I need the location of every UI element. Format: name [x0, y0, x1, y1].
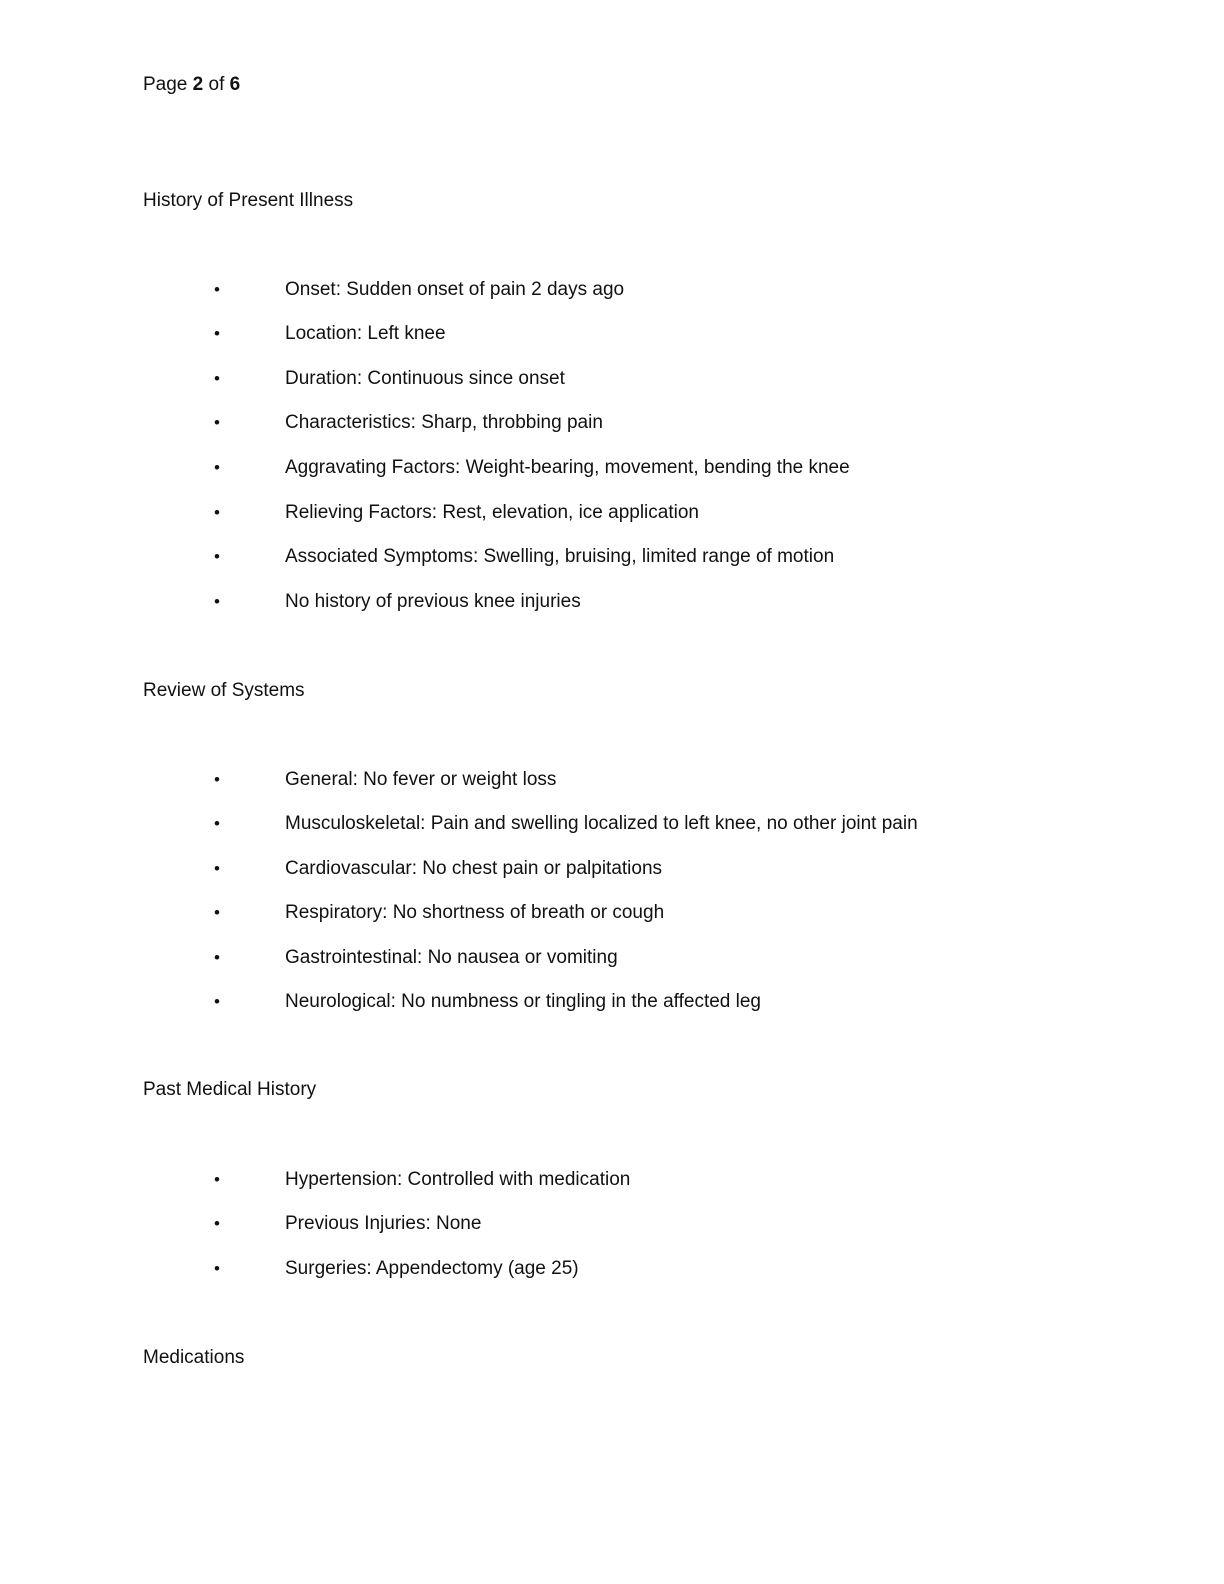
list-item	[0, 412, 1224, 436]
bullet-icon: •	[214, 859, 220, 878]
list-item	[0, 813, 1224, 837]
page-label: Page	[143, 74, 188, 95]
list-item-text: Musculoskeletal: Pain and swelling localized to left knee, no other joint pain	[285, 813, 918, 834]
section-heading-medications: Medications	[143, 1347, 245, 1368]
list-item-text: Aggravating Factors: Weight-bearing, movement, bending the knee	[285, 457, 850, 478]
list-item-text: No history of previous knee injuries	[285, 591, 581, 612]
bullet-icon: •	[214, 903, 220, 922]
list-item	[0, 769, 1224, 793]
list-item-text: Hypertension: Controlled with medication	[285, 1169, 631, 1190]
list-item	[0, 368, 1224, 392]
list-item-text: Surgeries: Appendectomy (age 25)	[285, 1258, 579, 1279]
list-item-text: Associated Symptoms: Swelling, bruising, limited range of motion	[285, 546, 835, 567]
list-item	[0, 323, 1224, 347]
total-pages-number: 6	[229, 74, 241, 95]
bullet-icon: •	[214, 1214, 220, 1233]
list-item	[0, 1258, 1224, 1282]
list-item	[0, 546, 1224, 570]
list-item-text: Gastrointestinal: No nausea or vomiting	[285, 947, 618, 968]
list-item	[0, 947, 1224, 971]
list-item	[0, 591, 1224, 615]
list-item	[0, 1213, 1224, 1237]
list-item	[0, 1169, 1224, 1193]
list-item-text: Previous Injuries: None	[285, 1213, 482, 1234]
list-item	[0, 902, 1224, 926]
list-item	[0, 279, 1224, 303]
current-page-number: 2	[192, 74, 204, 95]
section-heading-past-medical-history: Past Medical History	[143, 1079, 317, 1100]
bullet-icon: •	[214, 458, 220, 477]
list-item-text: Duration: Continuous since onset	[285, 368, 565, 389]
bullet-icon: •	[214, 770, 220, 789]
page-indicator	[143, 74, 240, 96]
bullet-icon: •	[214, 1170, 220, 1189]
bullet-icon: •	[214, 992, 220, 1011]
list-item-text: Relieving Factors: Rest, elevation, ice application	[285, 502, 699, 523]
bullet-icon: •	[214, 814, 220, 833]
list-item-text: Location: Left knee	[285, 323, 446, 344]
list-item	[0, 457, 1224, 481]
list-item	[0, 858, 1224, 882]
bullet-icon: •	[214, 1259, 220, 1278]
section-heading-review-of-systems: Review of Systems	[143, 680, 305, 701]
bullet-icon: •	[214, 503, 220, 522]
list-item-text: Neurological: No numbness or tingling in the affected leg	[285, 991, 761, 1012]
list-item-text: Respiratory: No shortness of breath or cough	[285, 902, 665, 923]
list-item	[0, 991, 1224, 1015]
bullet-icon: •	[214, 547, 220, 566]
page-of-label: of	[208, 74, 225, 95]
bullet-icon: •	[214, 948, 220, 967]
bullet-icon: •	[214, 324, 220, 343]
bullet-icon: •	[214, 592, 220, 611]
bullet-icon: •	[214, 369, 220, 388]
list-item-text: Cardiovascular: No chest pain or palpitations	[285, 858, 663, 879]
list-item	[0, 502, 1224, 526]
bullet-icon: •	[214, 280, 220, 299]
list-item-text: Characteristics: Sharp, throbbing pain	[285, 412, 603, 433]
bullet-icon: •	[214, 413, 220, 432]
list-item-text: General: No fever or weight loss	[285, 769, 557, 790]
list-item-text: Onset: Sudden onset of pain 2 days ago	[285, 279, 625, 300]
section-heading-history-of-present-illness: History of Present Illness	[143, 190, 354, 211]
